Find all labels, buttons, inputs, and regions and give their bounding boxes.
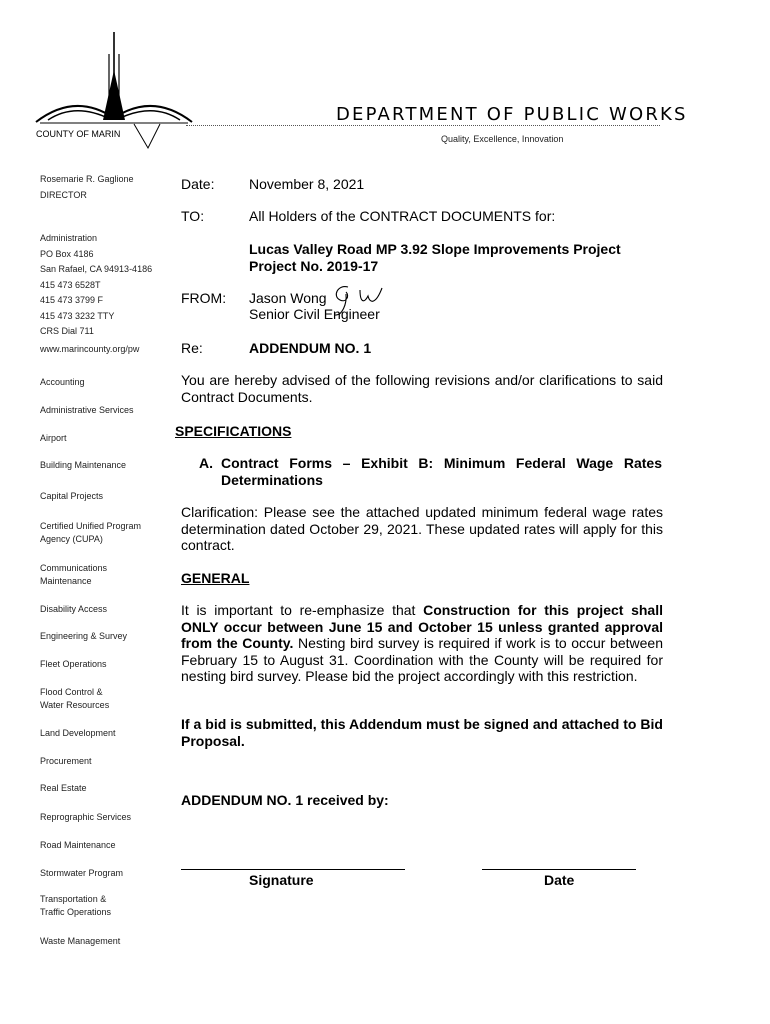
division-item: Reprographic Services [40, 812, 132, 822]
division-item: Administrative Services [40, 405, 134, 415]
header-divider [186, 125, 660, 126]
date-line-label: Date [544, 872, 575, 888]
contact-block [40, 231, 152, 340]
division-item: Flood Control & Water Resources [40, 687, 110, 710]
division-item: Stormwater Program [40, 868, 124, 878]
division-item: Waste Management [40, 936, 121, 946]
department-tagline: Quality, Excellence, Innovation [441, 134, 564, 144]
bid-notice: If a bid is submitted, this Addendum must be signed and attached to Bid Proposal. [181, 716, 663, 749]
signature-label: Signature [249, 872, 314, 888]
to-label: TO: [181, 208, 205, 224]
contact-line: San Rafael, CA 94913-4186 [40, 264, 153, 274]
division-item: Engineering & Survey [40, 631, 128, 641]
to-value: All Holders of the CONTRACT DOCUMENTS for: [249, 208, 556, 224]
division-item: Communications Maintenance [40, 563, 108, 586]
division-item: Accounting [40, 377, 85, 387]
from-title: Senior Civil Engineer [249, 306, 380, 322]
division-item: Fleet Operations [40, 659, 107, 669]
contact-line: 415 473 3799 F [40, 295, 104, 305]
date-line [482, 869, 636, 870]
project-number: Project No. 2019-17 [249, 258, 379, 274]
director-name: Rosemarie R. Gaglione [40, 174, 134, 184]
division-item: Real Estate [40, 783, 87, 793]
general-text-start: It is important to re-emphasize that [181, 602, 424, 618]
item-a-title: Contract Forms – Exhibit B: Minimum Federal Wage Rates Determinations [221, 455, 662, 488]
handwritten-initials [330, 282, 388, 320]
contact-line: 415 473 3232 TTY [40, 310, 115, 321]
division-item: Capital Projects [40, 491, 104, 501]
date-value: November 8, 2021 [249, 176, 365, 192]
re-value: ADDENDUM NO. 1 [249, 340, 372, 356]
contact-line: CRS Dial 711 [40, 326, 94, 336]
specifications-heading: SPECIFICATIONS [175, 423, 292, 439]
received-by-label: ADDENDUM NO. 1 received by: [181, 792, 389, 808]
director-title: DIRECTOR [40, 189, 87, 200]
general-heading: GENERAL [181, 570, 250, 586]
director-block [40, 172, 134, 203]
division-item: Airport [40, 433, 67, 443]
intro-paragraph: You are hereby advised of the following revisions and/or clarifications to said Contract Documents. [181, 372, 663, 405]
from-label: FROM: [181, 290, 227, 306]
construction-restriction: Construction for this project shall ONLY occur between June 15 and October 15 unless granted approval from the County. [181, 602, 663, 651]
division-item: Transportation & Traffic Operations [40, 894, 112, 917]
re-label: Re: [181, 340, 203, 356]
contact-line: 415 473 6528T [40, 279, 101, 290]
division-item: Building Maintenance [40, 460, 127, 470]
from-name: Jason Wong [249, 290, 327, 306]
contact-line: Administration [40, 233, 98, 243]
clarification-paragraph: Clarification: Please see the attached updated minimum federal wage rates determination dated October 29, 2021. These updated rates will apply for this contract. [181, 504, 663, 553]
division-item: Procurement [40, 756, 92, 766]
item-a-marker: A. [199, 455, 213, 471]
division-item: Certified Unified Program Agency (CUPA) [40, 521, 142, 544]
date-label: Date: [181, 176, 215, 192]
division-item: Land Development [40, 728, 116, 738]
project-title: Lucas Valley Road MP 3.92 Slope Improvements Project [249, 241, 621, 257]
signature-line [181, 869, 405, 870]
county-of-marin-logo [30, 30, 200, 150]
county-name: COUNTY OF MARIN [36, 129, 121, 139]
website-link: www.marincounty.org/pw [40, 344, 140, 354]
general-text-end: Nesting bird survey is required if work is to occur between February 15 to August 31. Coordination with the County will be required for nesting bird survey. Please bid the project accordingly with this restriction. [181, 635, 663, 684]
department-title: DEPARTMENT OF PUBLIC WORKS [336, 104, 688, 125]
division-item: Disability Access [40, 604, 108, 614]
general-paragraph [181, 602, 663, 685]
contact-line: PO Box 4186 [40, 248, 94, 259]
division-item: Road Maintenance [40, 840, 116, 850]
